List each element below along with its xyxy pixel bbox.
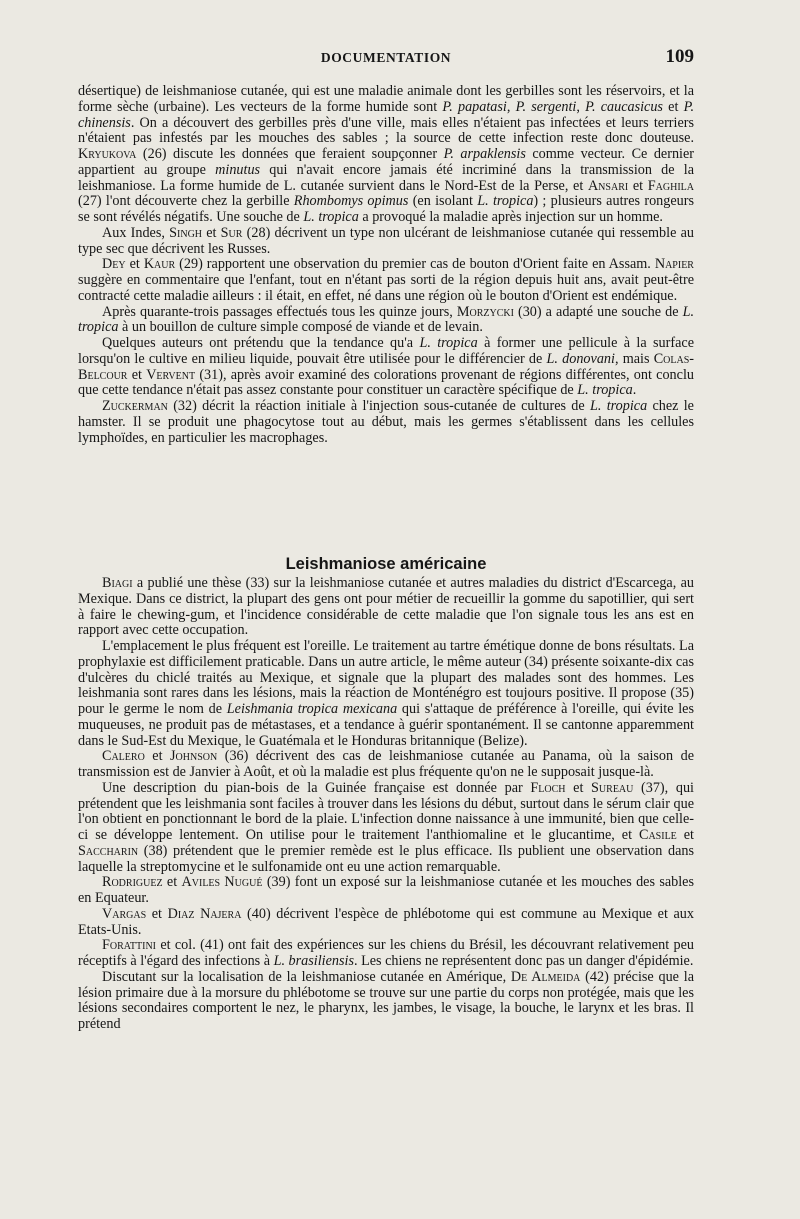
italic-term: Leishmania tropica mexicana: [226, 701, 398, 717]
text-run: et: [146, 905, 168, 922]
text-run: (en isolant: [408, 193, 478, 210]
text-run: (31), après avoir examiné des colorations provenant de régions différentes, ont conclu que cette tendance n'était pas assez constante pour constituer un caractère spécifique de: [78, 366, 694, 399]
text-run: ) ; plusieurs autres rongeurs se sont révélés négatifs. Une souche de: [78, 193, 694, 225]
text-run: Aux Indes,: [102, 224, 170, 241]
paragraph: [78, 576, 694, 639]
text-run: qui n'avait encore jamais été incriminé dans la transmission de la leishmaniose. La forme humide de L. cutanée survient dans le Nord-Est de la Perse, et: [78, 161, 694, 194]
paragraph: [78, 226, 694, 258]
text-run: et: [144, 748, 171, 765]
author-name: De Almeida: [510, 968, 581, 985]
author-name: Napier: [654, 256, 694, 273]
italic-term: L. tropica: [590, 398, 648, 414]
paragraph: [78, 907, 694, 939]
text-run: (36) décrivent des cas de leishmaniose cutanée au Panama, où la saison de transmission est de Janvier à Août, et où la maladie est plus fréquente qu'on ne le supposait jusque-là.: [78, 748, 694, 780]
author-name: Diaz Najera: [167, 905, 242, 922]
text-run: ,: [506, 98, 516, 115]
italic-term: L. tropica: [78, 303, 694, 336]
text-run: et: [628, 177, 648, 194]
text-run: . On a découvert des gerbilles près d'une ville, mais elles n'étaient pas infectées et leurs terriers n'étaient pas infestés par les mouches des sables ; la source de cette infection reste donc douteuse.: [78, 114, 694, 147]
text-run: suggère en commentaire que l'enfant, tout en n'étant pas sorti de la région depuis huit ans, avait peut-être contracté cette maladie ailleurs : il était, en effet, né dans une région où le bouton d'Orient est endémique.: [78, 272, 694, 304]
text-run: a provoqué la maladie après injection sur un homme.: [358, 209, 663, 225]
running-title: DOCUMENTATION: [320, 50, 452, 65]
paragraph: [78, 257, 694, 304]
text-run: L'emplacement le plus fréquent est l'oreille. Le traitement au tartre émétique donne de bons résultats. La prophylaxie est difficilement praticable. Dans un autre article, le même auteur (34) présente soixante-dix cas d'ulcères du chiclé traités au Mexique, et signale que la plupart des malades sont des hommes. Les leishmania sont rares dans les lésions, mais la réaction de Monténégro est toujours positive. Il propose (35) pour le germe le nom de: [78, 638, 694, 717]
italic-term: L. tropica: [477, 193, 534, 210]
text-run: (37), qui prétendent que les leishmania sont faciles à trouver dans les lésions du début, surtout dans le sérum clair que l'on obtient en ponctionnant le bord de la plaie. L'infection donne naissance à une immunité, bien que celle-ci se développe lentement. On utilise pour le traitement l'anthiomaline et le glucantime, et: [78, 779, 694, 843]
text-run: Après quarante-trois passages effectués tous les quinze jours,: [102, 303, 457, 320]
author-name: Vervent: [146, 366, 196, 383]
text-run: a publié une thèse (33) sur la leishmaniose cutanée et autres maladies du district d'Escarcega, au Mexique. Dans ce district, la plupart des gens ont pour métier de recueillir la gomme du sapotillier, qui sert à faire le chewing-gum, et l'incidence considérable de cette maladie que l'on signale tous les ans est en rapport avec cette occupation.: [78, 575, 694, 639]
author-name: Floch: [530, 779, 566, 796]
paragraph: [78, 336, 694, 399]
author-name: Forattini: [102, 937, 156, 954]
text-run: et col. (41) ont fait des expériences sur les chiens du Brésil, les découvrant relativement peu réceptifs à l'égard des infections à: [78, 937, 694, 969]
text-run: à un bouillon de culture simple composé de viande et de levain.: [118, 319, 483, 336]
text-run: et: [676, 827, 695, 843]
author-name: Kaur: [143, 256, 176, 273]
italic-term: Rhombomys opimus: [293, 193, 409, 210]
text-run: (27) l'ont découverte chez la gerbille: [78, 193, 294, 210]
author-name: Sureau: [591, 779, 634, 796]
author-name: Kryukova: [78, 146, 137, 162]
text-run: et: [125, 256, 144, 273]
author-name: Dey: [102, 256, 126, 273]
text-run: Une description du pian-bois de la Guinée française est donnée par: [102, 779, 531, 796]
italic-term: L. tropica: [577, 382, 633, 399]
italic-term: minutus: [215, 161, 261, 178]
page-header: [78, 46, 694, 74]
paragraph: [78, 970, 694, 1033]
text-run: Discutant sur la localisation de la leishmaniose cutanée en Amérique,: [102, 968, 511, 985]
author-name: Ansari: [587, 177, 629, 194]
text-run: (28) décrivent un type non ulcérant de leishmaniose cutanée qui ressemble au type sec que décrivent les Russes.: [78, 224, 694, 257]
text-run: ,: [576, 98, 586, 115]
intro-text-block: [78, 84, 694, 446]
paragraph: [78, 639, 694, 749]
text-run: chez le hamster. Il se produit une phagocytose tout au début, mais les germes s'établissent dans les cellules lymphoïdes, en particulier les macrophages.: [78, 398, 694, 446]
author-name: Biagi: [102, 575, 133, 591]
paragraph: [78, 84, 694, 226]
text-run: désertique) de leishmaniose cutanée, qui est une maladie animale dont les gerbilles sont les réservoirs, et la forme sèche (urbaine). Les vecteurs de la forme humide sont: [78, 83, 694, 115]
text-run: et: [162, 874, 182, 891]
section-heading: Leishmaniose américaine: [285, 554, 487, 573]
author-name: Vargas: [102, 905, 147, 922]
text-run: (32) décrit la réaction initiale à l'injection sous-cutanée de cultures de: [167, 398, 590, 414]
author-name: Aviles Nugué: [181, 874, 263, 891]
italic-term: L. brasiliensis: [273, 953, 354, 969]
author-name: Singh: [169, 224, 203, 241]
text-run: (38) prétendent que le premier remède est le plus efficace. Ils publient une observation dans laquelle la streptomycine et le sulfonamide ont eu une action remarquable.: [78, 842, 694, 875]
text-run: (39) font un exposé sur la leishmaniose cutanée et les mouches des sables en Equateur.: [78, 874, 694, 906]
text-run: et: [202, 224, 221, 241]
paragraph: [78, 875, 694, 907]
author-name: Rodriguez: [102, 874, 163, 891]
author-name: Zuckerman: [102, 398, 168, 414]
text-run: , mais: [614, 350, 654, 367]
text-run: comme vecteur. Ce dernier appartient au groupe: [78, 146, 694, 178]
italic-term: P. sergenti: [515, 98, 577, 115]
paragraph: [78, 749, 694, 781]
author-name: Johnson: [170, 748, 218, 765]
text-run: (29) rapportent une observation du premier cas de bouton d'Orient faite en Assam.: [175, 256, 655, 273]
author-name: Calero: [102, 748, 145, 765]
text-run: Quelques auteurs ont prétendu que la tendance qu'a: [102, 335, 420, 351]
text-run: (42) précise que la lésion primaire due à la morsure du phlébotome se trouve sur une partie du corps non protégée, mais que les lésions secondaires comportent le nez, le pharynx, les jambes, le visage, la bouche, le larynx et les bras. Il prétend: [78, 968, 694, 1032]
italic-term: P. chinensis: [78, 98, 694, 131]
author-name: Faghila: [647, 177, 694, 194]
text-run: (40) décrivent l'espèce de phlébotome qui est commune au Mexique et aux Etats-Unis.: [78, 905, 694, 938]
italic-term: P. arpaklensis: [443, 146, 526, 162]
italic-term: L. tropica: [303, 209, 359, 225]
italic-term: P. caucasicus: [585, 98, 663, 115]
text-run: et: [662, 98, 684, 115]
author-name: Casile: [639, 827, 677, 843]
text-run: . Les chiens ne représentent donc pas un danger d'épidémie.: [354, 953, 694, 969]
italic-term: L. donovani: [546, 350, 615, 367]
text-run: (26) discute les données que feraient soupçonner: [136, 146, 444, 162]
text-run: et: [127, 366, 147, 383]
italic-term: P. papatasi: [442, 98, 507, 115]
text-run: qui s'attaque de préférence à l'oreille, qui évite les muqueuses, ne produit pas de métastases, et a tendance à guérir spontanément. Il se cantonne apparemment dans le Sud-Est du Mexique, le Guatémala et le Honduras britannique (Belize).: [78, 701, 695, 749]
paragraph: [78, 938, 694, 970]
american-section-text: [78, 576, 694, 1033]
text-run: (30) a adapté une souche de: [513, 303, 683, 320]
text-run: et: [565, 779, 592, 796]
text-run: .: [632, 382, 637, 399]
text-run: à former une pellicule à la surface lorsqu'on le cultive en milieu liquide, pouvait être utilisée pour le différencier de: [78, 335, 694, 367]
author-name: Saccharin: [78, 842, 139, 859]
paragraph: [78, 399, 694, 446]
paragraph: [78, 305, 694, 337]
paragraph: [78, 781, 694, 876]
italic-term: L. tropica: [419, 335, 478, 351]
author-name: Morzycki: [456, 303, 514, 320]
author-name: Sur: [220, 224, 243, 241]
page-number: 109: [665, 46, 694, 67]
author-name: Colas-Belcour: [78, 350, 694, 383]
